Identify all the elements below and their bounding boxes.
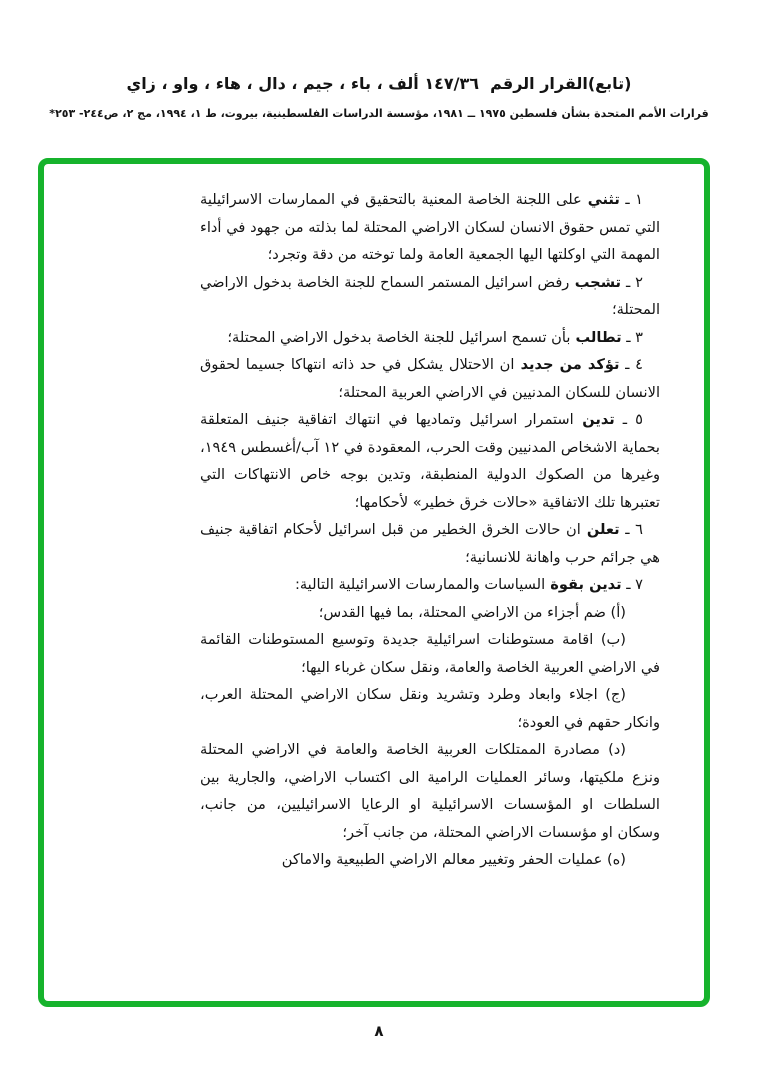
paragraph-marker: (أ): [605, 603, 626, 621]
paragraph-marker: (د): [599, 741, 626, 758]
source-citation: قرارات الأمم المتحدة بشأن فلسطين ١٩٧٥ ــ ١٩٨١، مؤسسة الدراسات الفلسطينية، بيروت، ط ١، ١٩٩٤، مج ٢، ص٢٤٤- ٢٥٣*: [49, 107, 709, 120]
paragraph-text: السياسات والممارسات الاسرائيلية التالية:: [294, 576, 546, 593]
content-frame: [38, 158, 710, 1007]
paragraph-5: [200, 406, 660, 516]
paragraph-marker: (ه): [602, 851, 626, 868]
operative-word: تدين بقوة: [545, 576, 622, 593]
paragraph-7: [200, 571, 660, 599]
resolution-title: (تابع)القرار الرقم ١٤٧/٣٦ ألف ، باء ، جيم ، دال ، هاء ، واو ، زاي: [126, 74, 632, 93]
paragraph-8: [200, 599, 660, 627]
paragraph-marker: (ب): [593, 631, 626, 648]
paragraph-marker: ٦ ـ: [619, 521, 643, 538]
paragraph-4: [200, 351, 660, 406]
paragraph-marker: (ج): [597, 686, 626, 703]
operative-word: تثني: [581, 191, 620, 208]
operative-word: تؤكد من جديد: [514, 356, 620, 373]
operative-word: تعلن: [580, 521, 620, 538]
paragraph-marker: ٢ ـ: [621, 273, 643, 291]
paragraph-marker: ٧ ـ: [621, 576, 643, 593]
operative-word: تدين: [573, 411, 615, 428]
paragraph-text: عمليات الحفر وتغيير معالم الاراضي الطبيعية والاماكن: [281, 851, 603, 868]
paragraph-text: ضم أجزاء من الاراضي المحتلة، بما فيها القدس؛: [318, 603, 606, 621]
paragraph-3: [200, 324, 660, 352]
paragraph-marker: ١ ـ: [619, 191, 643, 208]
paragraph-text: مصادرة الممتلكات العربية الخاصة والعامة في الاراضي المحتلة ونزع ملكيتها، وسائر العمليات الرامية الى اكتساب الاراضي، والجارية بين السلطات او المؤسسات الاسرائيلية او الرعايا الاسرائيليين، من جانب، وسكان او مؤسسات الاراضي المحتلة، من جانب آخر؛: [200, 741, 660, 841]
paragraph-12: [200, 846, 660, 874]
paragraph-10: [200, 681, 660, 736]
paragraph-text: اجلاء وابعاد وطرد وتشريد ونقل سكان الاراضي المحتلة العرب، وانكار حقهم في العودة؛: [200, 686, 660, 731]
paragraph-marker: ٣ ـ: [621, 328, 643, 346]
document-header: [0, 74, 758, 120]
paragraph-text: ان حالات الخرق الخطير من قبل اسرائيل لأحكام اتفاقية جنيف هي جرائم حرب واهانة للانسانية؛: [200, 521, 660, 566]
page-number: ٨: [374, 1022, 384, 1040]
operative-word: تطالب: [570, 328, 622, 346]
paragraph-marker: ٥ ـ: [614, 411, 643, 428]
paragraph-text: على اللجنة الخاصة المعنية بالتحقيق في الممارسات الاسرائيلية التي تمس حقوق الانسان لسكان الاراضي المحتلة لما بذلته من جهود في أداء المهمة التي اوكلتها اليها الجمعية العامة ولما توخته من دقة وتجرد؛: [200, 191, 660, 263]
paragraph-1: [200, 186, 660, 269]
paragraph-text: رفض اسرائيل المستمر السماح للجنة الخاصة بدخول الاراضي المحتلة؛: [200, 273, 660, 318]
operative-word: تشجب: [569, 273, 622, 291]
paragraph-text: استمرار اسرائيل وتماديها في انتهاك اتفاقية جنيف المتعلقة بحماية الاشخاص المدنيين وقت الحرب، المعقودة في ١٢ آب/أغسطس ١٩٤٩، وغيرها من الصكوك الدولية المنطبقة، وتدين بوجه خاص الانتهاكات التي تعتبرها تلك الاتفاقية «حالات خرق خطير» لأحكامها؛: [200, 411, 660, 511]
paragraph-text: بأن تسمح اسرائيل للجنة الخاصة بدخول الاراضي المحتلة؛: [227, 328, 571, 346]
paragraph-2: [200, 269, 660, 324]
paragraph-text: اقامة مستوطنات اسرائيلية جديدة وتوسيع المستوطنات القائمة في الاراضي العربية الخاصة والعامة، ونقل سكان غرباء اليها؛: [200, 631, 660, 676]
paragraph-11: [200, 736, 660, 846]
paragraph-9: [200, 626, 660, 681]
paragraph-6: [200, 516, 660, 571]
paragraph-marker: ٤ ـ: [619, 356, 643, 373]
paragraph-text: ان الاحتلال يشكل في حد ذاته انتهاكا جسيما لحقوق الانسان للسكان المدنيين في الاراضي العربية المحتلة؛: [200, 356, 660, 401]
resolution-body: [200, 186, 660, 874]
